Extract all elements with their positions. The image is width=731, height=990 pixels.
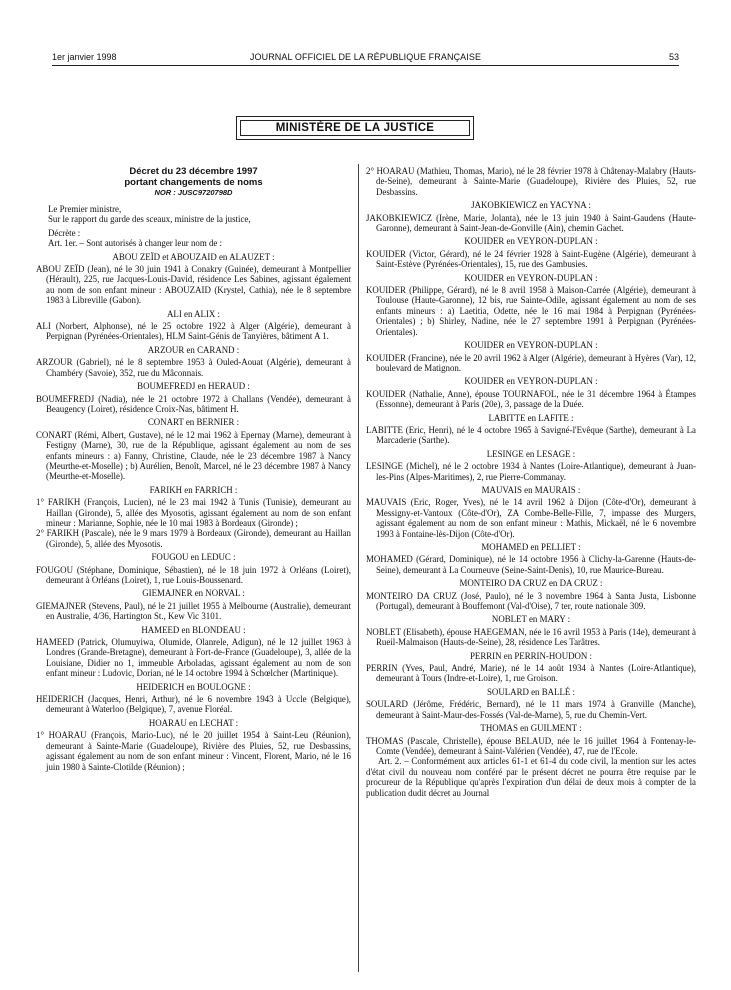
- name-change-heading: GIEMAJNER en NORVAL :: [142, 588, 245, 599]
- name-change-entry: ALI (Norbert, Alphonse), né le 25 octobre 1922 à Alger (Algérie), demeurant à Perpignan (Pyrénées-Orientales), HLM Saint-Génis de Tanyières, bâtiment A 1.: [36, 321, 351, 342]
- name-change-heading: ALI en ALIX :: [167, 308, 220, 319]
- name-change-entry: LESINGE (Michel), né le 2 octobre 1934 à Nantes (Loire-Atlantique), demeurant à Juan-les-Pins (Alpes-Maritimes), 2, rue Pierre-Commanay.: [366, 461, 696, 482]
- name-change-entry: MONTEIRO DA CRUZ (José, Paulo), né le 3 novembre 1964 à Santa Justa, Lisbonne (Portugal), demeurant à Bouffemont (Val-d'Oise), 7 ter, route nationale 309.: [366, 590, 696, 612]
- header-rule: [52, 65, 679, 66]
- name-change-heading: ABOU ZEÏD et ABOUZAID en ALAUZET :: [112, 251, 275, 262]
- name-change-heading: HEIDERICH en BOULOGNE :: [136, 681, 251, 692]
- name-change-entry: THOMAS (Pascale, Christelle), épouse BELAUD, née le 16 juillet 1964 à Fontenay-le-Comte (Vendée), demeurant à Saint-Valérien (Vendée), 47, rue de l'Ecole.: [366, 735, 696, 756]
- name-change-entry: FOUGOU (Stéphane, Dominique, Sébastien), né le 18 juin 1972 à Orléans (Loiret), demeurant à Orléans (Loiret), 1, rue Louis-Boussenard.: [36, 564, 351, 585]
- name-change-entry: 1° HOARAU (François, Mario-Luc), né le 20 juillet 1954 à Saint-Leu (Réunion), demeurant à Sainte-Marie (Guadeloupe), Rivière des Pluies, 52, rue Desbassins, agissant également au nom de son enfant mineur : Vincent, Florent, Mario, né le 16 juin 1980 à Sainte-Clotilde (Réunion) ;: [36, 730, 351, 772]
- name-change-heading: KOUIDER en VEYRON-DUPLAN :: [464, 236, 598, 247]
- name-change-entry: JAKOBKIEWICZ (Irène, Marie, Jolanta), née le 13 juin 1940 à Saint-Gaudens (Haute-Garonne), demeurant à Saint-Jean-de-Gonville (Ain), chemin Gachet.: [366, 212, 696, 234]
- nor-code: NOR : JUSC9720798D: [154, 188, 233, 197]
- name-change-heading: MONTEIRO DA CRUZ en DA CRUZ :: [459, 578, 603, 589]
- name-change-entry: ABOU ZEÏD (Jean), né le 30 juin 1941 à Conakry (Guinée), demeurant à Montpellier (Hérault), 225, rue Jacques-Louis-David, résidence Les Sabines, agissant également au nom de son enfant mineur : ABOUZAID (Krystel, Cathia), née le 8 septembre 1983 à Libreville (Gabon).: [36, 264, 351, 306]
- name-change-heading: MOHAMED en PELLIET :: [481, 542, 581, 552]
- name-change-entry: KOUIDER (Nathalie, Anne), épouse TOURNAFOL, née le 31 décembre 1964 à Étampes (Essonne), demeurant à Paris (20e), 3, passage de la Duée.: [366, 388, 696, 410]
- name-change-entry: 2° HOARAU (Mathieu, Thomas, Mario), né le 28 février 1978 à Châtenay-Malabry (Hauts-de-Seine), demeurant à Sainte-Marie (Guadeloupe), Rivière des Pluies, 52, rue Desbassins.: [366, 166, 696, 197]
- decree-title-line2: portant changements de noms: [124, 177, 263, 188]
- name-change-heading: FOUGOU en LEDUC :: [151, 552, 236, 563]
- page-header: [52, 52, 679, 66]
- name-change-entry: PERRIN (Yves, Paul, André, Marie), né le 14 août 1934 à Nantes (Loire-Atlantique), demeurant à Tours (Indre-et-Loire), 1, rue Groison.: [366, 663, 696, 684]
- name-change-entry: KOUIDER (Philippe, Gérard), né le 8 avril 1958 à Maison-Carrée (Algérie), demeurant à Toulouse (Haute-Garonne), 12 bis, rue Sainte-Odile, agissant également au nom de ses enfants mineurs : a) Laetitia, Odette, née le 16 mai 1984 à Perpignan (Pyrénées-Orientales) ; b) Shirley, Nadine, née le 27 septembre 1991 à Perpignan (Pyrénées-Orientales).: [366, 285, 696, 337]
- name-change-heading: THOMAS en GUILMENT :: [480, 723, 582, 734]
- name-change-entry: LABITTE (Eric, Henri), né le 4 octobre 1965 à Savigné-l'Evêque (Sarthe), demeurant à La Marcaderie (Sarthe).: [366, 424, 696, 446]
- name-change-heading: ARZOUR en CARAND :: [147, 344, 240, 355]
- name-change-heading: FARIKH en FARRICH :: [149, 484, 238, 495]
- preamble-line: Décrète :: [48, 227, 81, 238]
- issue-date: 1er janvier 1998: [52, 52, 117, 62]
- name-change-heading: LABITTE en LAFITE :: [488, 412, 574, 423]
- name-change-entry: KOUIDER (Victor, Gérard), né le 24 février 1928 à Saint-Eugène (Algérie), demeurant à Saint-Estève (Pyrénées-Orientales), 15, rue des Gambusies.: [366, 248, 696, 270]
- ministry-box: [236, 116, 474, 140]
- name-change-entry: HEIDERICH (Jacques, Henri, Arthur), né le 6 novembre 1943 à Uccle (Belgique), demeurant à Waterloo (Belgique), 7, avenue Floréal.: [36, 694, 351, 715]
- preamble-line: Le Premier ministre,: [48, 204, 122, 214]
- name-change-entry: 2° FARIKH (Pascale), née le 9 mars 1979 à Bordeaux (Gironde), demeurant au Haillan (Gironde), 5, allée des Myosotis.: [36, 528, 351, 549]
- name-change-heading: MAUVAIS en MAURAIS :: [481, 484, 581, 495]
- name-change-entry: MOHAMED (Gérard, Dominique), né le 14 octobre 1956 à Clichy-la-Garenne (Hauts-de-Seine), demeurant à La Courneuve (Seine-Saint-Denis), 10, rue Maurice-Bureau.: [366, 554, 696, 575]
- name-change-entry: SOULARD (Jérôme, Frédéric, Bernard), né le 11 mars 1974 à Granville (Manche), demeurant à Saint-Maur-des-Fossés (Val-de-Marne), 5, rue du Chemin-Vert.: [366, 699, 696, 720]
- article-paragraph: Art. 2. – Conformément aux articles 61-1 et 61-4 du code civil, la mention sur les actes d'état civil du nouveau nom conféré par le présent décret ne pourra être requise par le procureur de la République qu'après l'expiration d'un délai de deux mois à compter de la publication dudit décret au Journal: [366, 756, 696, 798]
- article-paragraph: Art. 1er. – Sont autorisés à changer leur nom de :: [48, 238, 223, 249]
- name-change-heading: HOARAU en LECHAT :: [148, 717, 239, 728]
- name-change-entry: GIEMAJNER (Stevens, Paul), né le 21 juillet 1955 à Melbourne (Australie), demeurant en Australie, 4/36, Hartington St., Kew Vic 3101.: [36, 600, 351, 622]
- journal-title: JOURNAL OFFICIEL DE LA RÉPUBLIQUE FRANÇAISE: [249, 52, 482, 62]
- name-change-heading: CONART en BERNIER :: [147, 417, 240, 428]
- right-column-body: [366, 166, 696, 798]
- ministry-title: MINISTÈRE DE LA JUSTICE: [240, 120, 470, 136]
- name-change-entry: ARZOUR (Gabriel), né le 8 septembre 1953 à Ouled-Aouat (Algérie), demeurant à Chambéry (Savoie), 352, rue du Mâconnais.: [36, 357, 351, 378]
- name-change-heading: KOUIDER en VEYRON-DUPLAN :: [464, 340, 598, 351]
- name-change-heading: PERRIN en PERRIN-HOUDON :: [469, 650, 593, 661]
- name-change-entry: NOBLET (Elisabeth), épouse HAEGEMAN, née le 16 avril 1953 à Paris (14e), demeurant à Rueil-Malmaison (Hauts-de-Seine), 28, résidence Les Tarâtres.: [366, 626, 696, 648]
- nor-reference: [36, 188, 351, 198]
- name-change-heading: KOUIDER en VEYRON-DUPLAN :: [464, 376, 598, 387]
- name-change-heading: SOULARD en BALLÉ :: [486, 686, 575, 697]
- name-change-heading: KOUIDER en VEYRON-DUPLAN :: [464, 272, 598, 283]
- name-change-entry: BOUMEFREDJ (Nadia), née le 21 octobre 1972 à Challans (Vendée), demeurant à Beaugency (Loiret), résidence Croix-Nas, bâtiment H.: [36, 393, 351, 414]
- name-change-entry: CONART (Rémi, Albert, Gustave), né le 12 mai 1962 à Epernay (Marne), demeurant à Festigny (Marne), 30, rue de la République, agissant également au nom de ses enfants mineurs : a) Fanny, Christine, Claude, née le 23 décembre 1987 à Nancy (Meurthe-et-Moselle) ; b) Aurélien, Benoît, Marcel, né le 23 décembre 1987 à Nancy (Meurthe-et-Moselle).: [36, 429, 351, 482]
- name-change-entry: MAUVAIS (Eric, Roger, Yves), né le 14 avril 1962 à Dijon (Côte-d'Or), demeurant à Messigny-et-Vantoux (Côte-d'Or), ZA Combe-Belle-Fille, 7, impasse des Murgers, agissant également au nom de son enfant mineur : Mathis, Mickaël, né le 6 novembre 1993 à Fontaine-lès-Dijon (Côte-d'Or).: [366, 497, 696, 539]
- name-change-heading: HAMEED en BLONDEAU :: [141, 624, 246, 635]
- name-change-heading: BOUMEFREDJ en HERAUD :: [137, 381, 250, 392]
- right-column: [366, 166, 696, 798]
- page-number: 53: [668, 52, 679, 62]
- column-separator: [358, 164, 359, 972]
- name-change-heading: LESINGE en LESAGE :: [486, 448, 576, 459]
- name-change-entry: KOUIDER (Francine), née le 20 avril 1962 à Alger (Algérie), demeurant à Hyères (Var), 12, boulevard de Matignon.: [366, 352, 696, 373]
- decree-title-line1: Décret du 23 décembre 1997: [129, 166, 258, 177]
- preamble-line: Sur le rapport du garde des sceaux, ministre de la justice,: [48, 214, 251, 225]
- name-change-heading: NOBLET en MARY :: [491, 614, 571, 625]
- name-change-entry: 1° FARIKH (François, Lucien), né le 23 mai 1942 à Tunis (Tunisie), demeurant au Haillan (Gironde), 5, allée des Myosotis, agissant également au nom de son enfant mineur : Marianne, Sophie, née le 10 mai 1983 à Bordeaux (Gironde) ;: [36, 497, 351, 528]
- left-column-body: [36, 204, 351, 772]
- name-change-entry: HAMEED (Patrick, Olumuyiwa, Olumide, Olanrele, Adigun), né le 12 juillet 1963 à Londres (Grande-Bretagne), demeurant à Fort-de-France (Guadeloupe), 3, allée de la Louisiane, Didier no 1, immeuble Arboladas, agissant également au nom de son enfant mineur : Ludovic, Dorian, né le 14 octobre 1994 à Schœlcher (Martinique).: [36, 637, 351, 679]
- name-change-heading: JAKOBKIEWICZ en YACYNA :: [471, 200, 591, 211]
- left-column: [36, 166, 351, 772]
